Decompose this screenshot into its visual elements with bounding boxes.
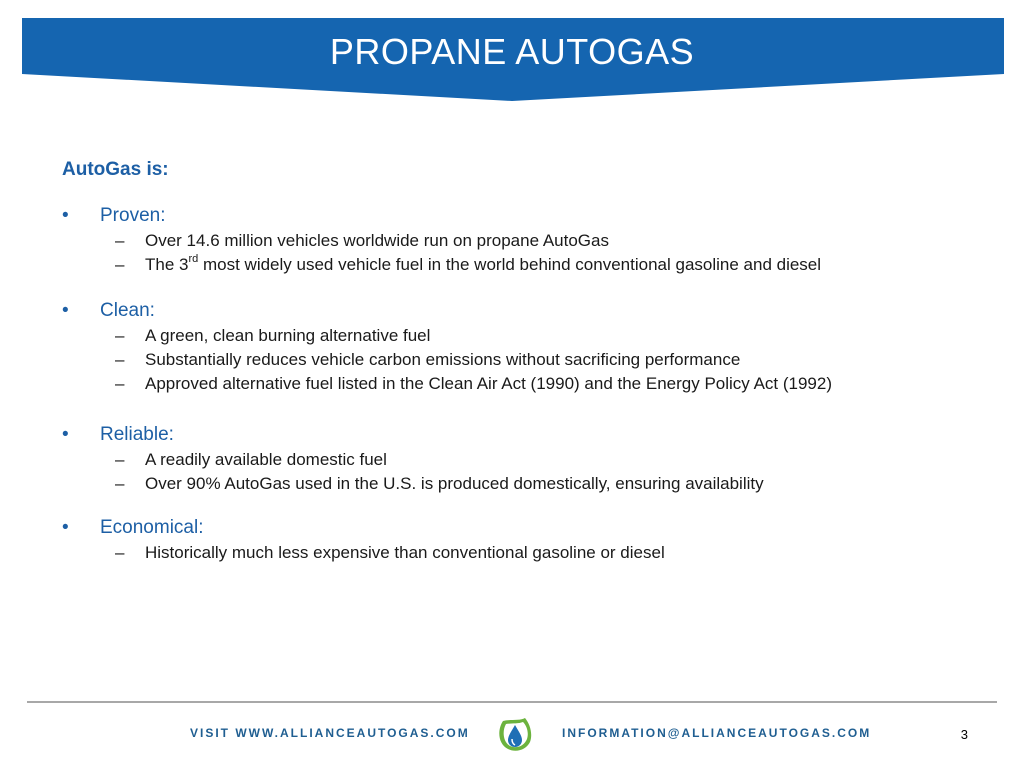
bullet-dot: • bbox=[62, 300, 69, 321]
bullet-dot: • bbox=[62, 424, 69, 445]
bullet-clean bbox=[62, 298, 982, 324]
leaf-drop-logo-icon bbox=[494, 712, 534, 754]
dash-marker: – bbox=[115, 231, 125, 250]
section-reliable bbox=[62, 422, 982, 496]
sub-item-text-start: The 3 bbox=[145, 255, 189, 274]
sub-item bbox=[62, 324, 982, 348]
bullet-proven bbox=[62, 203, 982, 229]
dash-marker: – bbox=[115, 543, 125, 562]
footer-divider bbox=[27, 701, 997, 703]
sub-item bbox=[62, 541, 982, 565]
sub-item-text: A green, clean burning alternative fuel bbox=[145, 326, 431, 345]
bullet-dot: • bbox=[62, 205, 69, 226]
sub-item-text: Over 90% AutoGas used in the U.S. is produced domestically, ensuring availability bbox=[145, 474, 764, 493]
page-number: 3 bbox=[960, 727, 968, 742]
content-heading: AutoGas is: bbox=[62, 159, 169, 180]
sub-item-text: Approved alternative fuel listed in the Clean Air Act (1990) and the Energy Policy Act (1992) bbox=[145, 374, 833, 393]
bullet-reliable bbox=[62, 422, 982, 448]
dash-marker: – bbox=[115, 350, 125, 369]
dash-marker: – bbox=[115, 326, 125, 345]
footer-email: INFORMATION@ALLIANCEAUTOGAS.COM bbox=[562, 726, 872, 740]
dash-marker: – bbox=[115, 474, 125, 493]
sub-item-text-end: most widely used vehicle fuel in the world behind conventional gasoline and diesel bbox=[198, 255, 822, 274]
sub-item-text: Historically much less expensive than conventional gasoline or diesel bbox=[145, 543, 665, 562]
sub-item-text: Over 14.6 million vehicles worldwide run on propane AutoGas bbox=[145, 231, 609, 250]
section-economical bbox=[62, 515, 982, 565]
sub-item bbox=[62, 229, 982, 253]
sub-item bbox=[62, 348, 982, 372]
sub-item bbox=[62, 448, 982, 472]
bullet-label-economical: Economical: bbox=[100, 517, 204, 538]
section-proven bbox=[62, 203, 982, 277]
dash-marker: – bbox=[115, 450, 125, 469]
sub-item-text: Substantially reduces vehicle carbon emissions without sacrificing performance bbox=[145, 350, 741, 369]
section-clean bbox=[62, 298, 982, 396]
bullet-label-clean: Clean: bbox=[100, 300, 155, 321]
dash-marker: – bbox=[115, 255, 125, 274]
slide-title: PROPANE AUTOGAS bbox=[329, 31, 695, 72]
slide-content bbox=[62, 157, 982, 565]
bullet-economical bbox=[62, 515, 982, 541]
dash-marker: – bbox=[115, 374, 125, 393]
sub-item-text: A readily available domestic fuel bbox=[145, 450, 387, 469]
bullet-label-proven: Proven: bbox=[100, 205, 166, 226]
sub-item-text bbox=[145, 253, 821, 277]
sub-item bbox=[62, 472, 982, 496]
footer-website: VISIT WWW.ALLIANCEAUTOGAS.COM bbox=[190, 726, 470, 740]
logo-graphic bbox=[494, 712, 534, 754]
bullet-label-reliable: Reliable: bbox=[100, 424, 174, 445]
bullet-dot: • bbox=[62, 517, 69, 538]
sub-item bbox=[62, 253, 982, 277]
sub-item bbox=[62, 372, 982, 396]
ordinal-superscript: rd bbox=[188, 253, 199, 266]
